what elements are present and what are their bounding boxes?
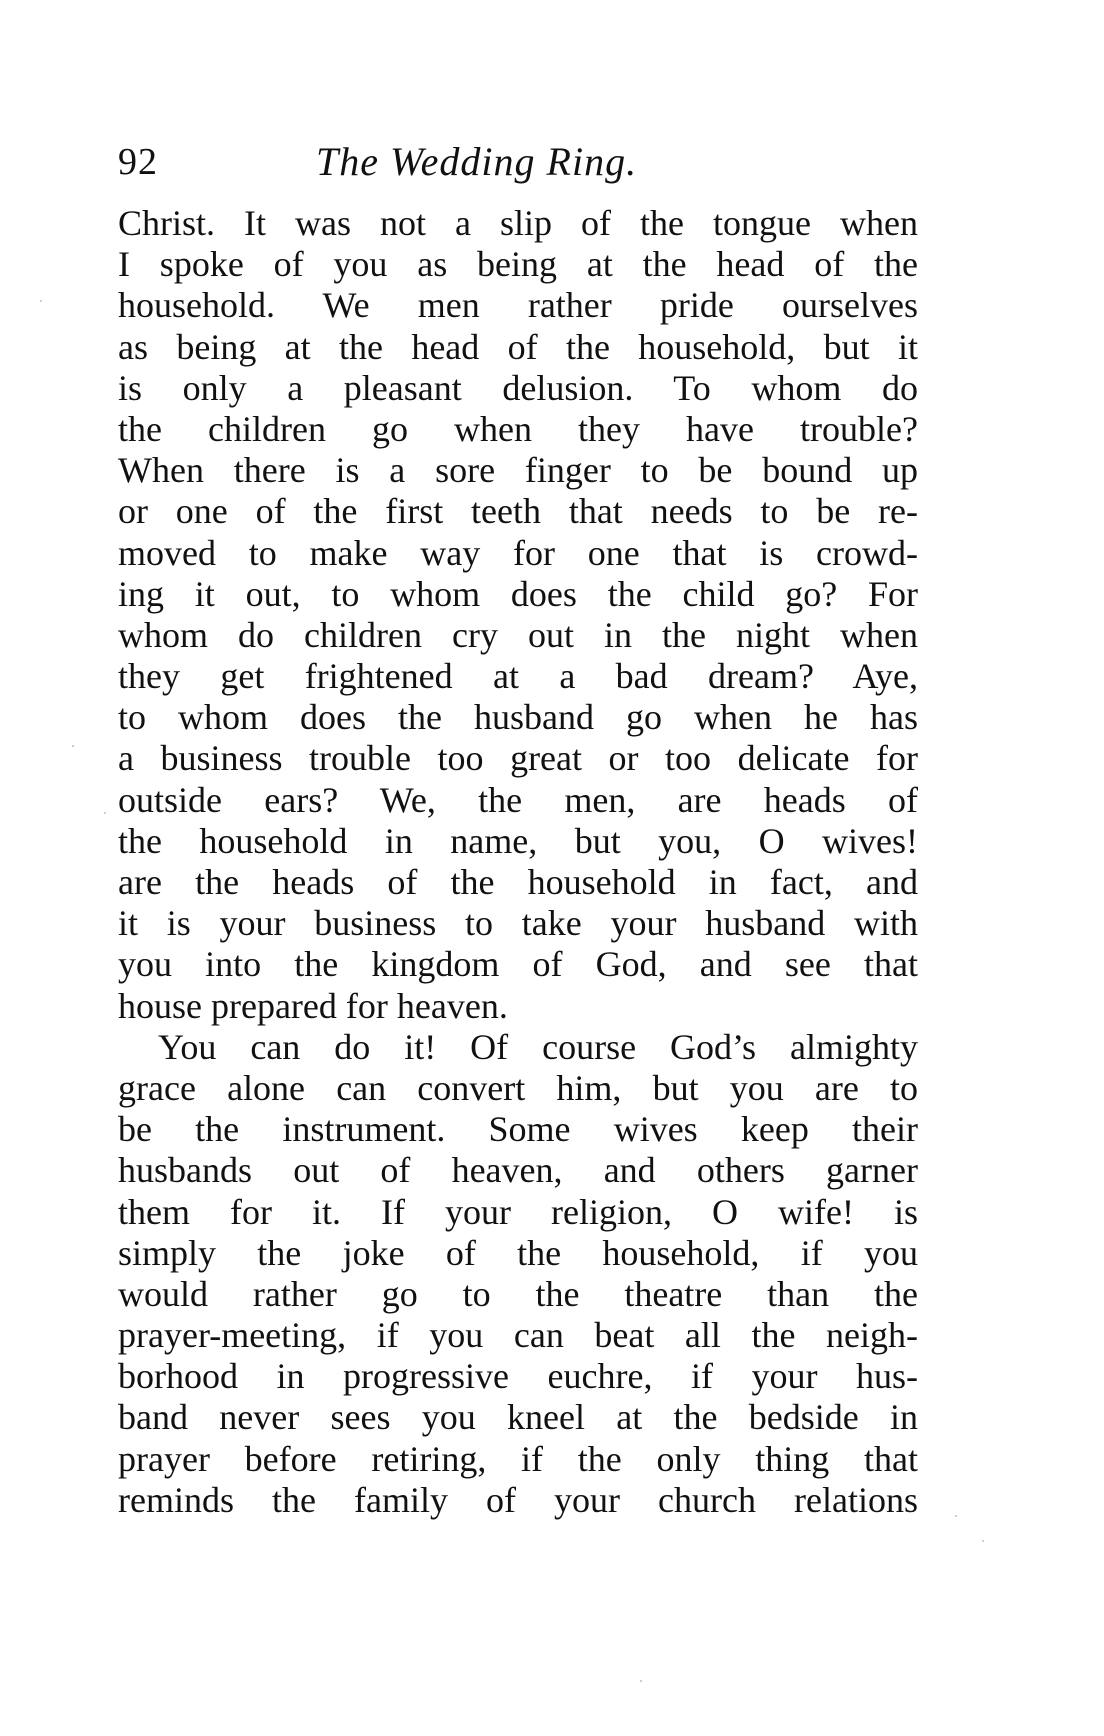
text-line: simply the joke of the household, if you xyxy=(118,1232,918,1273)
text-line: is only a pleasant delusion. To whom do xyxy=(118,367,918,408)
text-line: husbands out of heaven, and others garner xyxy=(118,1150,918,1191)
text-line: the household in name, but you, O wives! xyxy=(118,820,918,861)
text-line: moved to make way for one that is crowd- xyxy=(118,532,918,573)
text-line: it is your business to take your husband with xyxy=(118,903,918,944)
text-line: you into the kingdom of God, and see that xyxy=(118,944,918,985)
text-line: whom do children cry out in the night when xyxy=(118,614,918,655)
text-line: When there is a sore finger to be bound up xyxy=(118,450,918,491)
scan-speck xyxy=(955,1515,957,1517)
text-line: a business trouble too great or too delicate for xyxy=(118,738,918,779)
text-line: to whom does the husband go when he has xyxy=(118,697,918,738)
text-line: Christ. It was not a slip of the tongue when xyxy=(118,203,918,243)
text-line: prayer-meeting, if you can beat all the neigh- xyxy=(118,1315,918,1356)
text-line: outside ears? We, the men, are heads of xyxy=(118,779,918,820)
text-line: are the heads of the household in fact, and xyxy=(118,862,918,902)
page-number: 92 xyxy=(118,141,158,183)
scan-speck xyxy=(104,812,106,814)
scan-speck xyxy=(40,300,42,302)
text-line: I spoke of you as being at the head of the xyxy=(118,244,918,285)
text-line: or one of the first teeth that needs to be re- xyxy=(118,491,918,532)
body-text xyxy=(118,203,918,1521)
text-line: be the instrument. Some wives keep their xyxy=(118,1109,918,1150)
page-header xyxy=(118,136,918,192)
text-line: ing it out, to whom does the child go? For xyxy=(118,573,918,614)
text-line: borhood in progressive euchre, if your hus- xyxy=(118,1356,918,1397)
text-line: prayer before retiring, if the only thing that xyxy=(118,1438,918,1479)
text-line: them for it. If your religion, O wife! is xyxy=(118,1191,918,1232)
text-line: You can do it! Of course God’s almighty xyxy=(158,1026,918,1067)
text-line: would rather go to the theatre than the xyxy=(118,1273,918,1314)
text-line: household. We men rather pride ourselves xyxy=(118,285,918,326)
text-line: house prepared for heaven. xyxy=(118,985,508,1026)
paragraph-1 xyxy=(118,203,918,1027)
text-line: as being at the head of the household, but it xyxy=(118,326,918,367)
scan-speck xyxy=(72,745,74,747)
text-line: grace alone can convert him, but you are to xyxy=(118,1067,918,1108)
scan-speck xyxy=(640,1680,642,1682)
scan-speck xyxy=(982,1540,984,1542)
running-title: The Wedding Ring. xyxy=(316,139,638,184)
text-line: the children go when they have trouble? xyxy=(118,408,918,449)
paragraph-2 xyxy=(118,1027,918,1521)
text-line: they get frightened at a bad dream? Aye, xyxy=(118,656,918,697)
text-line: reminds the family of your church relations xyxy=(118,1479,918,1520)
text-line: band never sees you kneel at the bedside in xyxy=(118,1397,918,1438)
